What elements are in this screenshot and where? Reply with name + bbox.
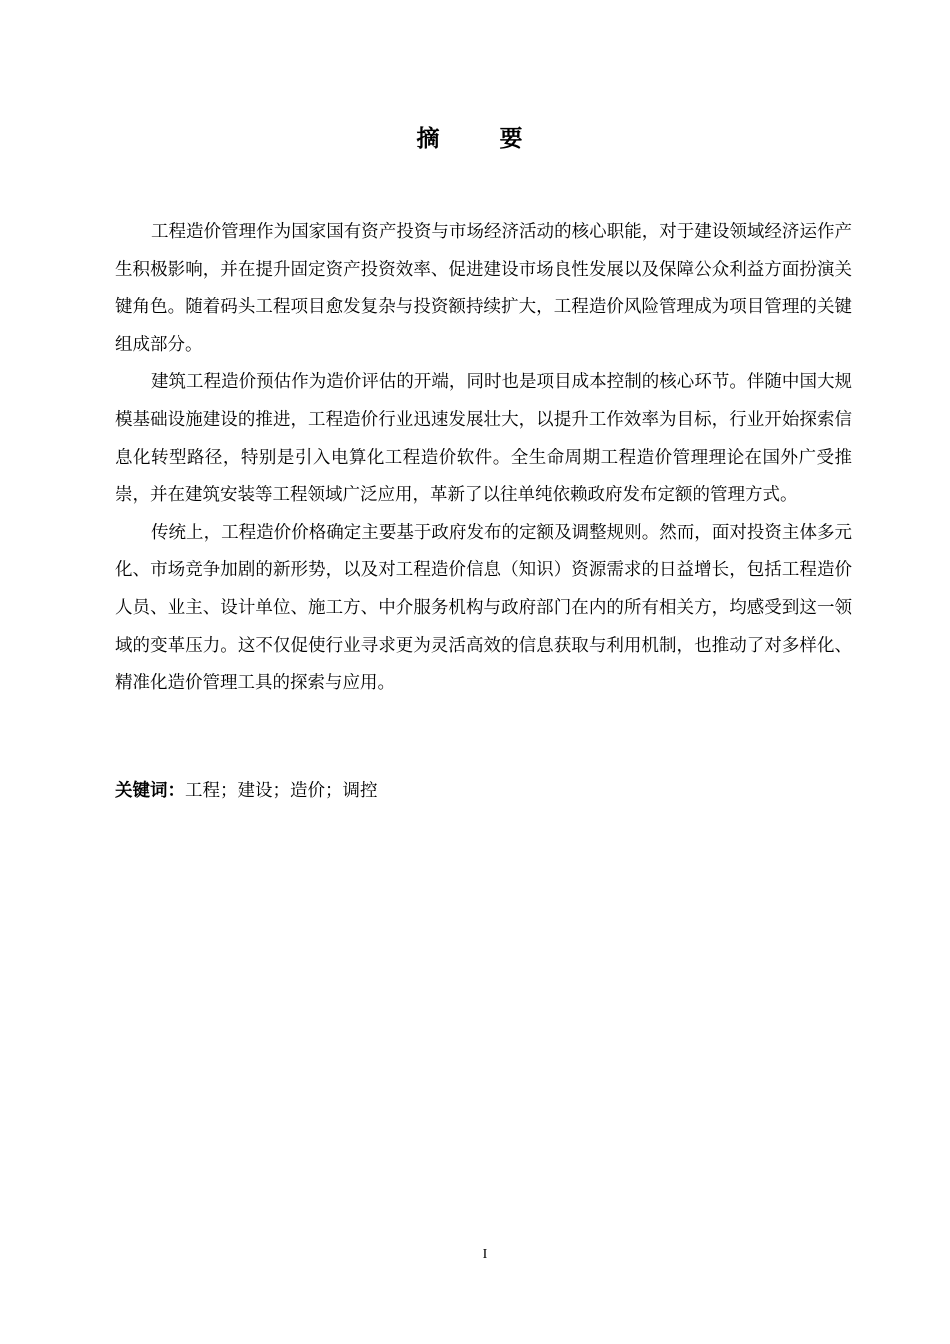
abstract-paragraph-2: 建筑工程造价预估作为造价评估的开端，同时也是项目成本控制的核心环节。伴随中国大规模基础设施建设的推进，工程造价行业迅速发展壮大，以提升工作效率为目标，行业开始探索信息化转型路径，特别是引入电算化工程造价软件。全生命周期工程造价管理理论在国外广受推崇，并在建筑安装等工程领域广泛应用，革新了以往单纯依赖政府发布定额的管理方式。 xyxy=(115,372,852,506)
keywords-line xyxy=(115,775,378,807)
abstract-paragraph-1: 工程造价管理作为国家国有资产投资与市场经济活动的核心职能，对于建设领域经济运作产生积极影响，并在提升固定资产投资效率、促进建设市场良性发展以及保障公众利益方面扮演关键角色。随着码头工程项目愈发复杂与投资额持续扩大，工程造价风险管理成为项目管理的关键组成部分。 xyxy=(115,222,852,355)
keywords-list: 工程；建设；造价；调控 xyxy=(185,781,378,801)
keywords-label: 关键词： xyxy=(115,781,185,801)
abstract-body xyxy=(115,214,852,703)
abstract-paragraph-3: 传统上，工程造价价格确定主要基于政府发布的定额及调整规则。然而，面对投资主体多元化、市场竞争加剧的新形势，以及对工程造价信息（知识）资源需求的日益增长，包括工程造价人员、业主、设计单位、施工方、中介服务机构与政府部门在内的所有相关方，均感受到这一领域的变革压力。这不仅促使行业寻求更为灵活高效的信息获取与利用机制，也推动了对多样化、精准化造价管理工具的探索与应用。 xyxy=(115,522,852,694)
abstract-title: 摘 要 xyxy=(416,126,549,152)
page-number: I xyxy=(482,1247,488,1262)
